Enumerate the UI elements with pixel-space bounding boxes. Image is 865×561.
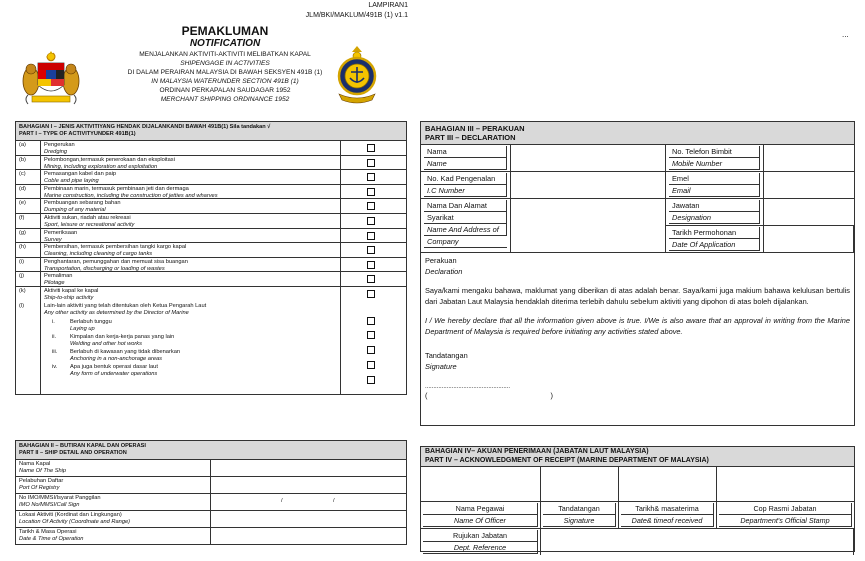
dept-reference-field[interactable] <box>541 529 854 555</box>
activity-label-ms: Penghantaran, pemunggahan dan memuat sisa buangan <box>44 258 188 265</box>
activity-label-ms: Lain-lain aktiviti yang telah ditentukan oleh Ketua Pengarah Laut <box>44 302 207 309</box>
activity-row <box>16 214 406 229</box>
sub-activity-num: ii. <box>52 333 57 340</box>
activity-label-ms: Pelombongan,termasuk penerokaan dan eksploitasi <box>44 156 175 163</box>
activity-row <box>16 199 406 214</box>
activity-label-en: Dumping of any material <box>44 207 106 214</box>
ship-detail-row <box>16 511 406 528</box>
activity-checkbox[interactable] <box>367 173 375 181</box>
activity-label-ms: Pengerukan <box>44 142 75 148</box>
header-line1-ms: MENJALANKAN AKTIVITI-AKTIVITI MELIBATKAN KAPAL <box>139 51 311 58</box>
officer-name-field[interactable] <box>421 467 541 502</box>
ic-field[interactable] <box>511 172 666 199</box>
activity-checkbox[interactable] <box>367 290 375 298</box>
activity-label-ms: Pembinaan marin, termasuk pembinaan jeti dan dermaga <box>44 185 189 192</box>
sub-activity-item <box>52 334 337 348</box>
activity-code: (i) <box>16 258 41 272</box>
ref-code: JLM/BKI/MAKLUM/491B (1) v1.1 <box>305 12 408 19</box>
activity-row <box>16 156 406 171</box>
activity-code: (f) <box>16 214 41 228</box>
ship-detail-label-en: IMO No/MMSI/Call Sign <box>19 502 80 508</box>
activity-checkbox[interactable] <box>367 188 375 196</box>
signature-name-parens[interactable]: ( ) <box>425 391 553 400</box>
ship-detail-label-en: Location Of Activity (Coordinate and Range) <box>19 519 131 525</box>
application-date-label: Tarikh Permohonan Date Of Application <box>666 226 764 253</box>
sub-activity-checkbox[interactable] <box>367 346 375 354</box>
activity-checkbox[interactable] <box>367 317 375 325</box>
sub-activity-num: iv. <box>52 363 58 370</box>
ic-label: No. Kad Pengenalan I.C Number <box>421 172 511 199</box>
activity-label-ms: Pemeriksaan <box>44 229 78 236</box>
activity-code: (j) <box>16 272 41 286</box>
activity-checkbox[interactable] <box>367 202 375 210</box>
activity-row <box>16 185 406 200</box>
sub-activity-en: Any form of underwater operations <box>70 370 158 377</box>
ship-detail-label-en: Port Of Registry <box>19 485 60 491</box>
ship-detail-row <box>16 494 406 511</box>
ship-detail-label-ms: Tarikh & Masa Operasi <box>19 529 77 535</box>
activity-checkbox[interactable] <box>367 232 375 240</box>
activity-checkbox[interactable] <box>367 217 375 225</box>
ship-detail-field[interactable] <box>211 477 406 493</box>
malaysia-coat-of-arms-icon <box>20 48 82 110</box>
sub-activity-item <box>52 364 337 378</box>
designation-field[interactable] <box>764 199 854 226</box>
activity-label-en: Survey <box>44 236 62 243</box>
activity-code: (a) <box>16 141 41 155</box>
activity-label-en: Transportation, discharging or loading of wastes <box>44 265 165 272</box>
activity-label-en: Coble and pipe laying <box>44 178 99 185</box>
activity-row <box>16 141 406 156</box>
email-label: Emel Email <box>666 172 764 199</box>
activity-label-en: Ship-to-ship activity <box>44 294 94 301</box>
activity-label-ms: Pemaliman <box>44 273 73 280</box>
ship-detail-label-ms: No IMO/MMSI/Isyarat Panggilan <box>19 495 101 501</box>
ship-detail-label-en: Name Of The Ship <box>19 468 67 474</box>
ship-detail-label-ms: Nama Kapal <box>19 461 51 467</box>
phone-field[interactable] <box>764 145 854 172</box>
document-header <box>95 24 355 104</box>
applicant-details-grid <box>421 145 854 253</box>
email-field[interactable] <box>764 172 854 199</box>
ship-detail-label-ms: Lokasi Aktiviti (Kordinat dan Lingkungan) <box>19 512 122 518</box>
company-label: Nama Dan Alamat Syarikat Name And Address of Company <box>421 199 511 253</box>
activity-row <box>16 170 406 185</box>
name-field[interactable] <box>511 145 666 172</box>
part2-ship-detail <box>15 440 407 545</box>
signature-label: Tandatangan Signature <box>541 502 619 529</box>
ship-detail-row <box>16 460 406 477</box>
reference-block <box>258 1 408 21</box>
received-date-label: Tarikh& masaterima Date& timeof received <box>619 502 717 529</box>
name-label: Nama Name <box>421 145 511 172</box>
received-date-field[interactable] <box>619 467 717 502</box>
activity-label-en: Pilotage <box>44 280 65 287</box>
field-separator: / <box>333 498 335 504</box>
activity-code: (g) <box>16 229 41 243</box>
ship-detail-field[interactable] <box>211 494 406 510</box>
part1-header <box>16 122 406 141</box>
activity-row <box>16 258 406 273</box>
marine-department-crest-icon <box>333 44 381 106</box>
activity-checkbox[interactable] <box>367 275 375 283</box>
activity-code: (l) <box>16 302 41 394</box>
activity-label-ms: Aktiviti kapal ke kapal <box>44 287 99 294</box>
ship-detail-label-en: Date & Time of Operation <box>19 536 84 542</box>
sub-activity-ms: Kimpalan dan kerja-kerja panas yang lain <box>70 333 175 340</box>
activity-row <box>16 287 406 302</box>
activity-checkbox[interactable] <box>367 261 375 269</box>
signature-label-ms: Tandatangan <box>425 351 468 360</box>
company-field[interactable] <box>511 199 666 253</box>
ship-detail-row <box>16 528 406 544</box>
header-line2-en: IN MALAYSIA WATERUNDER SECTION 491B (1) <box>151 78 299 85</box>
ship-detail-row <box>16 477 406 494</box>
declaration-text-en: I / We hereby declare that all the information given above is true. I/We is also aware that an approval in writing from the Marine Department of Malaysia is required before initiating any activities stated above. <box>425 316 850 336</box>
activity-label-en: Dredging <box>44 149 68 155</box>
activity-label-en: Cleaning, including cleaning of cargo tanks <box>44 251 153 258</box>
ship-detail-field[interactable] <box>211 460 406 476</box>
part3-declaration <box>420 121 855 426</box>
activity-label-en: Mining, including exploration and exploitation <box>44 163 158 170</box>
activity-label-ms: Aktiviti sukan, riadah atau rekreasi <box>44 214 131 221</box>
activity-label-ms: Pemasangan kabel dan paip <box>44 171 117 178</box>
activity-code: (k) <box>16 287 41 302</box>
declaration-text-ms: Saya/kami mengaku bahawa, maklumat yang diberikan di atas adalah benar. Saya/kami juga makium bahawa kelulusan bertulis dari Jabatan Laut Malaysia hendaklah diterima terlebih dahulu sebelum aktiviti yang dipohon di atas boleh dijalankan. <box>425 286 850 306</box>
part4-acknowledgment <box>420 446 855 552</box>
activity-row-other <box>16 302 406 394</box>
declaration-label-ms: Perakuan <box>425 256 457 265</box>
sub-activity-ms: Apa juga bentuk operasi dasar laut <box>70 363 158 370</box>
header-line1-en: SHIPENGAGE IN ACTIVITIES <box>180 60 270 67</box>
acknowledgment-grid <box>421 467 854 555</box>
part4-title-en: PART IV – ACKNOWLEDGMENT OF RECEIPT (MARINE DEPARTMENT OF MALAYSIA) <box>425 456 709 464</box>
signature-label-en: Signature <box>425 361 457 371</box>
header-line3-ms: ORDINAN PERKAPALAN SAUDAGAR 1952 <box>159 87 291 94</box>
sub-activity-ms: Berlabuh di kawasan yang tidak dibenarkan <box>70 348 181 355</box>
officer-name-label: Nama Pegawai Name Of Officer <box>421 502 541 529</box>
lampiran-label: LAMPIRAN1 <box>368 2 408 9</box>
phone-label: No. Telefon Bimbit Mobile Number <box>666 145 764 172</box>
activity-label-en: Sport, leisure or recreational activity <box>44 221 135 228</box>
part1-activity-type <box>15 121 407 395</box>
sub-activity-checkbox[interactable] <box>367 331 375 339</box>
ship-detail-field[interactable] <box>211 511 406 527</box>
activity-checkbox[interactable] <box>367 246 375 254</box>
sub-activity-en: Welding and other hot works <box>70 340 142 347</box>
activity-code: (b) <box>16 156 41 170</box>
part1-title-ms: BAHAGIAN I – JENIS AKTIVITIYANG HENDAK DIJALANKANDI BAWAH 491B(1) Sila tandakan √ <box>19 124 271 130</box>
header-line2-ms: DI DALAM PERAIRAN MALAYSIA DI BAWAH SEKSYEN 491B (1) <box>127 69 323 76</box>
part2-title-en: PART II – SHIP DETAIL AND OPERATION <box>19 450 127 456</box>
ship-detail-label-ms: Pelabuhan Daftar <box>19 478 64 484</box>
part4-title-ms: BAHAGIAN IV– AKUAN PENERIMAAN (JABATAN LAUT MALAYSIA) <box>425 448 649 455</box>
activity-label-ms: Pembuangan sebarang bahan <box>44 200 121 207</box>
sub-activity-en: Anchoring in a non-anchorage areas <box>70 355 163 362</box>
stamp-label: Cop Rasmi Jabatan Department's Official Stamp <box>717 502 854 529</box>
activity-checkbox[interactable] <box>367 159 375 167</box>
sub-activity-item <box>52 349 337 363</box>
activity-label-ms: Pembersihan, termasuk pembersihan tangki kargo kapal <box>44 244 187 251</box>
designation-label: Jawatan Designation <box>666 199 764 226</box>
activity-row <box>16 243 406 258</box>
activity-code: (c) <box>16 170 41 184</box>
activity-code: (h) <box>16 243 41 257</box>
sub-activity-num: iii. <box>52 348 58 355</box>
sub-activity-checkbox[interactable] <box>367 376 375 384</box>
official-stamp-field[interactable] <box>717 467 854 502</box>
part3-header <box>421 122 854 145</box>
officer-signature-field[interactable] <box>541 467 619 502</box>
sub-activity-checkbox[interactable] <box>367 361 375 369</box>
sub-activity-ms: Berlabuh tunggu <box>70 318 112 325</box>
part3-title-en: PART III – DECLARATION <box>425 133 516 142</box>
title-ms: PEMAKLUMAN <box>181 24 269 38</box>
activity-label-en: Marine construction, including the construction of jetties and wharves <box>44 192 218 199</box>
field-separator: / <box>281 498 283 504</box>
activity-row <box>16 272 406 287</box>
title-en: NOTIFICATION <box>189 38 261 49</box>
header-line3-en: MERCHANT SHIPPING ORDINANCE 1952 <box>160 96 290 103</box>
declaration-section <box>421 253 854 405</box>
sub-activity-en: Laying up <box>70 325 95 332</box>
activity-code: (d) <box>16 185 41 199</box>
activity-row <box>16 229 406 244</box>
activity-checkbox[interactable] <box>367 144 375 152</box>
declaration-label-en: Declaration <box>425 266 463 276</box>
application-date-field[interactable] <box>764 226 854 253</box>
sub-activity-item <box>52 319 337 333</box>
activity-label-en: Any other activity as determined by the Director of Marine <box>44 309 189 316</box>
signature-line[interactable]: ................................................... <box>425 384 511 390</box>
activity-code: (e) <box>16 199 41 213</box>
dept-reference-label: Rujukan Jabatan Dept. Reference <box>421 529 541 555</box>
part2-title-ms: BAHAGIAN II – BUTIRAN KAPAL DAN OPERASI <box>19 443 146 449</box>
corner-dots: ... <box>842 30 849 39</box>
part3-title-ms: BAHAGIAN III – PERAKUAN <box>425 124 525 133</box>
sub-activity-num: i. <box>52 318 55 325</box>
part2-header <box>16 441 406 460</box>
ship-detail-field[interactable] <box>211 528 406 544</box>
part1-title-en: PART I – TYPE OF ACTIVITYUNDER 491B(1) <box>19 131 136 137</box>
part4-header <box>421 447 854 467</box>
